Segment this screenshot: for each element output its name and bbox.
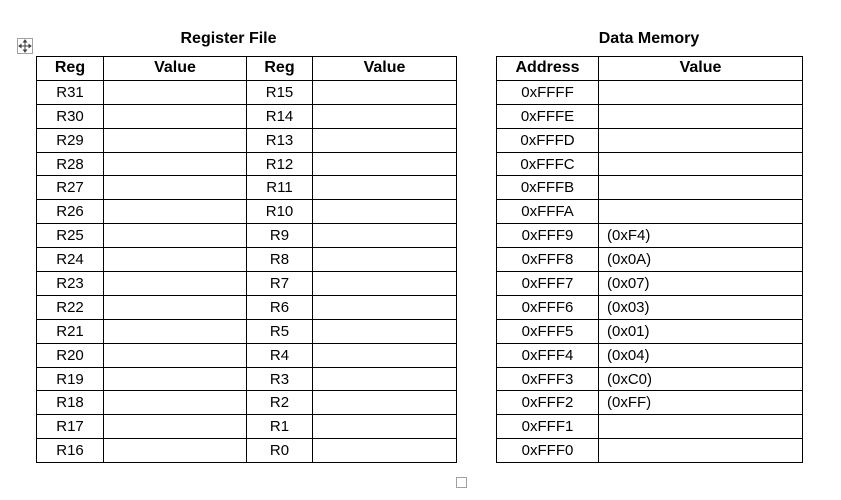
memory-address-cell[interactable]: 0xFFF1	[497, 415, 599, 439]
table-row	[497, 319, 803, 343]
register-value-cell[interactable]	[104, 415, 247, 439]
table-row	[497, 272, 803, 296]
register-name-cell[interactable]: R30	[37, 104, 104, 128]
memory-address-cell[interactable]: 0xFFF7	[497, 272, 599, 296]
data-memory-table	[496, 56, 803, 463]
table-resize-handle-icon[interactable]	[456, 477, 467, 488]
register-value-cell[interactable]	[104, 439, 247, 463]
register-name-cell[interactable]: R2	[247, 391, 313, 415]
register-value-cell[interactable]	[104, 272, 247, 296]
header-value[interactable]: Value	[313, 57, 457, 81]
register-value-cell[interactable]	[104, 367, 247, 391]
data-memory-header-row	[497, 57, 803, 81]
register-value-cell[interactable]	[104, 224, 247, 248]
table-row	[497, 104, 803, 128]
table-row	[497, 224, 803, 248]
memory-address-cell[interactable]: 0xFFFE	[497, 104, 599, 128]
memory-value-cell[interactable]	[599, 200, 803, 224]
register-value-cell[interactable]	[313, 176, 457, 200]
register-name-cell[interactable]: R4	[247, 343, 313, 367]
table-row	[37, 176, 457, 200]
table-row	[37, 80, 457, 104]
register-name-cell[interactable]: R28	[37, 152, 104, 176]
register-name-cell[interactable]: R19	[37, 367, 104, 391]
register-name-cell[interactable]: R1	[247, 415, 313, 439]
register-name-cell[interactable]: R8	[247, 248, 313, 272]
register-value-cell[interactable]	[313, 200, 457, 224]
register-name-cell[interactable]: R29	[37, 128, 104, 152]
register-value-cell[interactable]	[313, 367, 457, 391]
memory-value-cell[interactable]: (0xF4)	[599, 224, 803, 248]
register-value-cell[interactable]	[313, 391, 457, 415]
table-row	[37, 343, 457, 367]
header-address[interactable]: Address	[497, 57, 599, 81]
table-row	[37, 295, 457, 319]
memory-value-cell[interactable]: (0x07)	[599, 272, 803, 296]
table-row	[37, 272, 457, 296]
register-value-cell[interactable]	[313, 319, 457, 343]
register-name-cell[interactable]: R15	[247, 80, 313, 104]
register-value-cell[interactable]	[313, 343, 457, 367]
table-row	[37, 104, 457, 128]
register-name-cell[interactable]: R10	[247, 200, 313, 224]
memory-address-cell[interactable]: 0xFFF2	[497, 391, 599, 415]
table-row	[37, 439, 457, 463]
register-name-cell[interactable]: R18	[37, 391, 104, 415]
register-name-cell[interactable]: R7	[247, 272, 313, 296]
table-row	[497, 128, 803, 152]
memory-address-cell[interactable]: 0xFFF6	[497, 295, 599, 319]
memory-address-cell[interactable]: 0xFFF9	[497, 224, 599, 248]
register-value-cell[interactable]	[104, 104, 247, 128]
memory-value-cell[interactable]	[599, 128, 803, 152]
register-name-cell[interactable]: R22	[37, 295, 104, 319]
memory-address-cell[interactable]: 0xFFF0	[497, 439, 599, 463]
table-row	[37, 319, 457, 343]
register-value-cell[interactable]	[104, 248, 247, 272]
register-value-cell[interactable]	[104, 343, 247, 367]
header-value[interactable]: Value	[599, 57, 803, 81]
register-file-table	[36, 56, 457, 463]
table-row	[37, 415, 457, 439]
table-row	[497, 200, 803, 224]
memory-value-cell[interactable]	[599, 80, 803, 104]
register-name-cell[interactable]: R27	[37, 176, 104, 200]
memory-value-cell[interactable]: (0xC0)	[599, 367, 803, 391]
table-row	[37, 248, 457, 272]
table-row	[37, 152, 457, 176]
register-name-cell[interactable]: R11	[247, 176, 313, 200]
register-value-cell[interactable]	[313, 295, 457, 319]
memory-address-cell[interactable]: 0xFFF5	[497, 319, 599, 343]
register-name-cell[interactable]: R13	[247, 128, 313, 152]
memory-address-cell[interactable]: 0xFFFA	[497, 200, 599, 224]
register-name-cell[interactable]: R26	[37, 200, 104, 224]
memory-address-cell[interactable]: 0xFFFB	[497, 176, 599, 200]
table-row	[497, 80, 803, 104]
register-name-cell[interactable]: R12	[247, 152, 313, 176]
register-value-cell[interactable]	[313, 272, 457, 296]
memory-value-cell[interactable]: (0x01)	[599, 319, 803, 343]
register-name-cell[interactable]: R24	[37, 248, 104, 272]
register-name-cell[interactable]: R25	[37, 224, 104, 248]
memory-address-cell[interactable]: 0xFFFC	[497, 152, 599, 176]
table-row	[497, 295, 803, 319]
register-file-title: Register File	[180, 30, 277, 47]
register-value-cell[interactable]	[104, 319, 247, 343]
register-value-cell[interactable]	[104, 128, 247, 152]
register-value-cell[interactable]	[104, 200, 247, 224]
register-value-cell[interactable]	[313, 224, 457, 248]
memory-value-cell[interactable]	[599, 415, 803, 439]
table-row	[37, 391, 457, 415]
table-row	[497, 415, 803, 439]
register-name-cell[interactable]: R23	[37, 272, 104, 296]
table-row	[497, 343, 803, 367]
register-value-cell[interactable]	[313, 128, 457, 152]
table-row	[37, 200, 457, 224]
header-value[interactable]: Value	[104, 57, 247, 81]
register-name-cell[interactable]: R14	[247, 104, 313, 128]
register-name-cell[interactable]: R9	[247, 224, 313, 248]
register-name-cell[interactable]: R0	[247, 439, 313, 463]
register-value-cell[interactable]	[104, 152, 247, 176]
memory-address-cell[interactable]: 0xFFF4	[497, 343, 599, 367]
register-value-cell[interactable]	[313, 104, 457, 128]
table-row	[37, 367, 457, 391]
register-file-header-row	[37, 57, 457, 81]
memory-value-cell[interactable]: (0x04)	[599, 343, 803, 367]
table-row	[37, 128, 457, 152]
data-memory-title: Data Memory	[598, 30, 700, 47]
table-row	[497, 367, 803, 391]
memory-value-cell[interactable]: (0xFF)	[599, 391, 803, 415]
register-name-cell[interactable]: R17	[37, 415, 104, 439]
memory-value-cell[interactable]: (0x0A)	[599, 248, 803, 272]
memory-value-cell[interactable]	[599, 439, 803, 463]
memory-address-cell[interactable]: 0xFFF3	[497, 367, 599, 391]
header-reg[interactable]: Reg	[247, 57, 313, 81]
register-name-cell[interactable]: R3	[247, 367, 313, 391]
table-row	[497, 248, 803, 272]
register-name-cell[interactable]: R31	[37, 80, 104, 104]
register-value-cell[interactable]	[104, 80, 247, 104]
register-value-cell[interactable]	[313, 439, 457, 463]
register-value-cell[interactable]	[313, 80, 457, 104]
memory-value-cell[interactable]	[599, 104, 803, 128]
register-value-cell[interactable]	[313, 152, 457, 176]
memory-address-cell[interactable]: 0xFFFD	[497, 128, 599, 152]
table-row	[497, 439, 803, 463]
table-move-handle-icon[interactable]	[17, 38, 33, 54]
register-value-cell[interactable]	[313, 248, 457, 272]
memory-address-cell[interactable]: 0xFFFF	[497, 80, 599, 104]
register-name-cell[interactable]: R5	[247, 319, 313, 343]
memory-value-cell[interactable]	[599, 152, 803, 176]
memory-value-cell[interactable]: (0x03)	[599, 295, 803, 319]
table-row	[497, 176, 803, 200]
header-reg[interactable]: Reg	[37, 57, 104, 81]
register-value-cell[interactable]	[104, 295, 247, 319]
register-name-cell[interactable]: R21	[37, 319, 104, 343]
register-name-cell[interactable]: R20	[37, 343, 104, 367]
table-row	[37, 224, 457, 248]
register-value-cell[interactable]	[104, 391, 247, 415]
register-value-cell[interactable]	[313, 415, 457, 439]
memory-address-cell[interactable]: 0xFFF8	[497, 248, 599, 272]
table-row	[497, 152, 803, 176]
register-name-cell[interactable]: R6	[247, 295, 313, 319]
register-name-cell[interactable]: R16	[37, 439, 104, 463]
register-value-cell[interactable]	[104, 176, 247, 200]
table-row	[497, 391, 803, 415]
memory-value-cell[interactable]	[599, 176, 803, 200]
